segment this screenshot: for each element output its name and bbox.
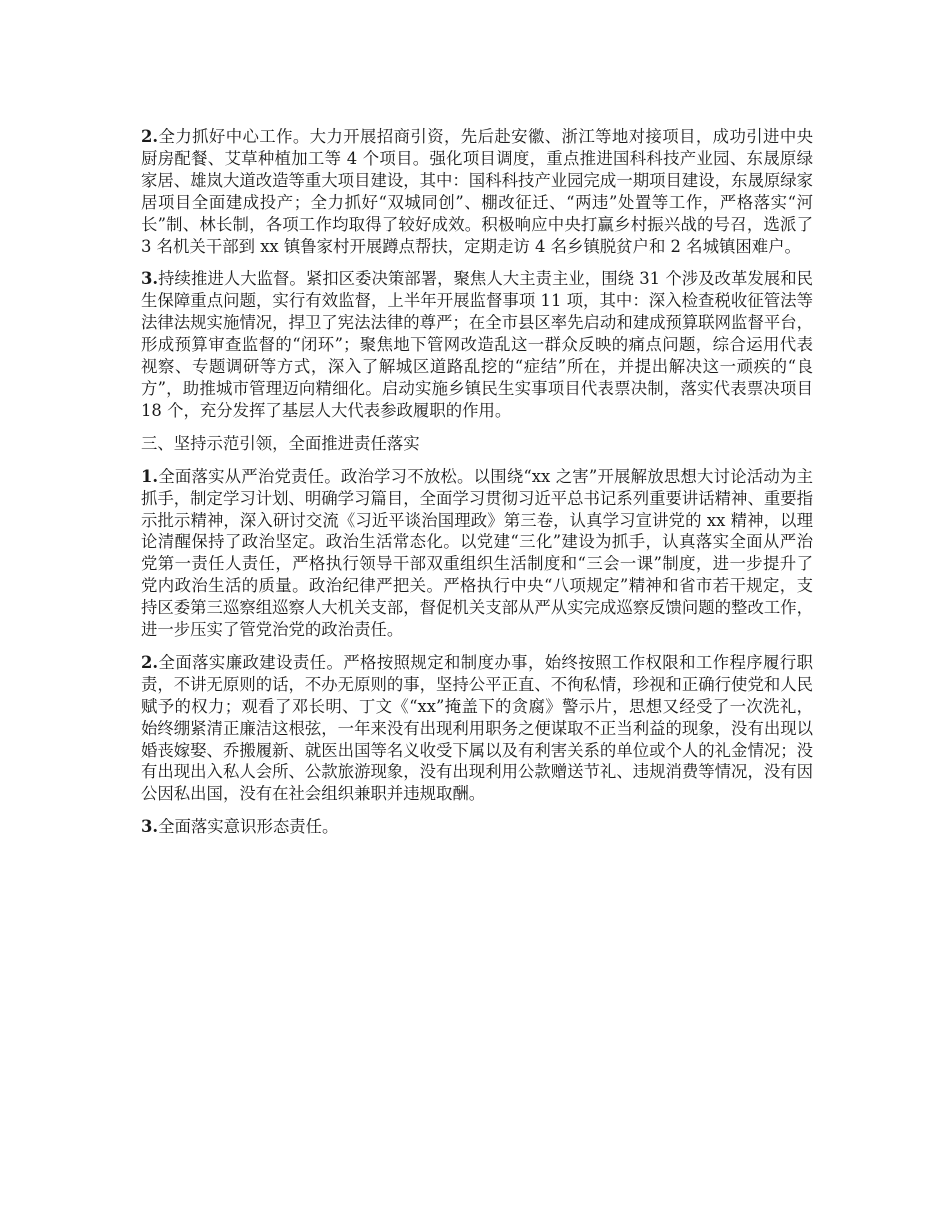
paragraph-ideology bbox=[141, 816, 813, 838]
paragraph-npc-supervision bbox=[141, 268, 813, 421]
paragraph-number: 3. bbox=[141, 269, 159, 289]
paragraph-number: 3. bbox=[141, 817, 159, 837]
paragraph-text: 全面落实从严治党责任。政治学习不放松。以围绕“xx 之害”开展解放思想大讨论活动为主抓手，制定学习计划、明确学习篇目，全面学习贯彻习近平总书记系列重要讲话精神、重要指示批示精神，深入研讨交流《习近平谈治国理政》第三卷，认真学习宣讲党的 xx 精神，以理论清醒保持了政治坚定。政治生活常态化。以党建“三化”建设为抓手，认真落实全面从严治党第一责任人责任，严格执行领导干部双重组织生活制度和“三会一课”制度，进一步提升了党内政治生活的质量。政治纪律严把关。严格执行中央“八项规定”精神和省市若干规定，支持区委第三巡察组巡察人大机关支部，督促机关支部从严从实完成巡察反馈问题的整改工作，进一步压实了管党治党的政治责任。 bbox=[141, 466, 814, 640]
paragraph-text: 全面落实廉政建设责任。严格按照规定和制度办事，始终按照工作权限和工作程序履行职责，不讲无原则的话，不办无原则的事，坚持公平正直、不徇私情，珍视和正确行使党和人民赋予的权力；观看了邓长明、丁文《“xx”掩盖下的贪腐》警示片，思想又经受了一次洗礼，始终绷紧清正廉洁这根弦，一年来没有出现利用职务之便谋取不正当利益的现象，没有出现以婚丧嫁娶、乔搬履新、就医出国等名义收受下属以及有利害关系的单位或个人的礼金情况；没有出现出入私人会所、公款旅游现象，没有出现利用公款赠送节礼、违规消费等情况，没有因公因私出国，没有在社会组织兼职并违规取酬。 bbox=[141, 652, 814, 804]
paragraph-number: 2. bbox=[141, 127, 159, 146]
paragraph-integrity bbox=[141, 652, 813, 805]
paragraph-number: 1. bbox=[141, 466, 159, 486]
paragraph-text: 全面落实意识形态责任。 bbox=[158, 817, 339, 837]
document-body bbox=[141, 126, 813, 849]
paragraph-number: 2. bbox=[141, 652, 159, 672]
paragraph-central-work bbox=[141, 126, 813, 257]
paragraph-party-governance bbox=[141, 466, 813, 641]
paragraph-text: 持续推进人大监督。紧扣区委决策部署，聚焦人大主责主业，围绕 31 个涉及改革发展和民生保障重点问题，实行有效监督，上半年开展监督事项 11 项，其中：深入检查税收征管法等法律法规实施情况，捍卫了宪法法律的尊严；在全市县区率先启动和建成预算联网监督平台，形成预算审查监督的“闭环”；聚焦地下管网改造乱这一群众反映的痛点问题，综合运用代表视察、专题调研等方式，深入了解城区道路乱挖的“症结”所在，并提出解决这一顽疾的“良方”，助推城市管理迈向精细化。启动实施乡镇民生实事项目代表票决制，落实代表票决项目 18 个，充分发挥了基层人大代表参政履职的作用。 bbox=[141, 269, 814, 420]
paragraph-text: 全力抓好中心工作。大力开展招商引资，先后赴安徽、浙江等地对接项目，成功引进中央厨房配餐、艾草种植加工等 4 个项目。强化项目调度，重点推进国科科技产业园、东晟原绿家居、雄岚大道改造等重大项目建设，其中：国科科技产业园完成一期项目建设，东晟原绿家居项目全面建成投产；全力抓好“双城同创”、棚改征迁、“两违”处置等工作，严格落实“河长”制、林长制，各项工作均取得了较好成效。积极响应中央打赢乡村振兴战的号召，选派了 3 名机关干部到 xx 镇鲁家村开展蹲点帮扶，定期走访 4 名乡镇脱贫户和 2 名城镇困难户。 bbox=[141, 127, 814, 256]
section-heading: 三、坚持示范引领，全面推进责任落实 bbox=[141, 433, 420, 453]
